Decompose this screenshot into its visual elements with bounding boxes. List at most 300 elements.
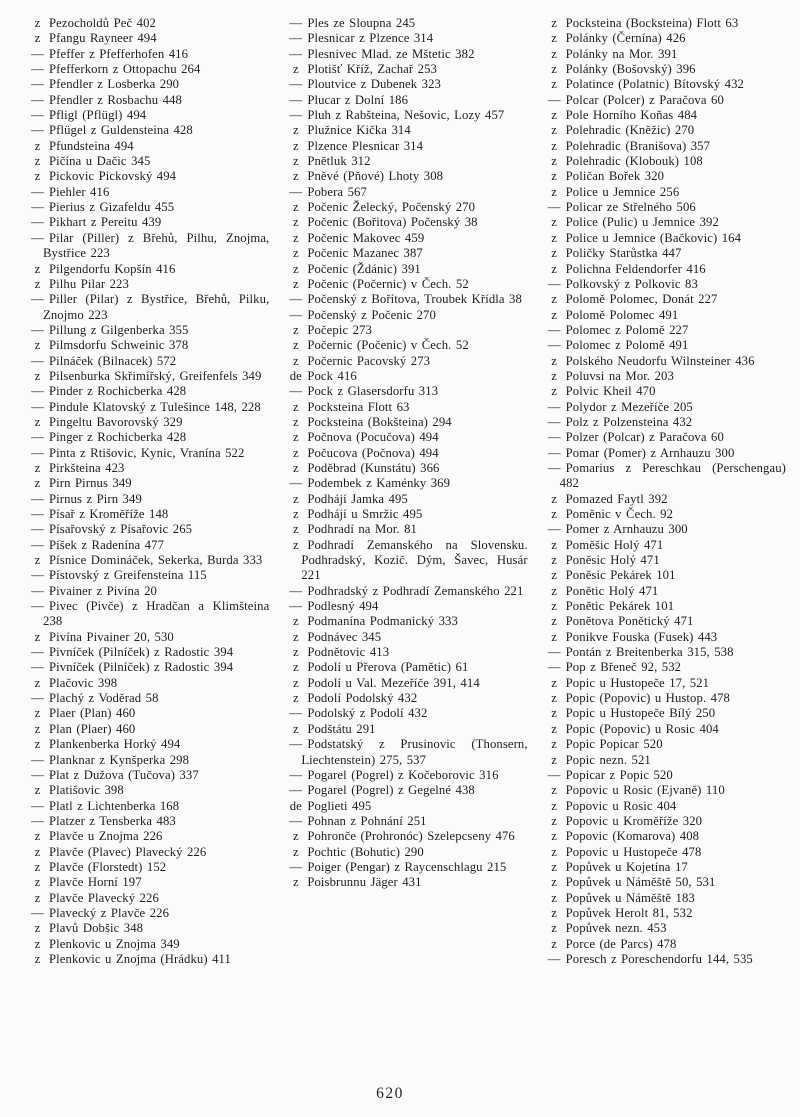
index-entry — [26, 829, 269, 844]
entry-text: Police u Jemnice 256 — [565, 184, 680, 199]
entry-marker: — — [31, 660, 44, 675]
index-entry — [26, 384, 269, 399]
entry-text: Popic nezn. 521 — [565, 752, 651, 767]
entry-marker: z — [551, 936, 558, 951]
entry-text: Plan (Plaer) 460 — [49, 721, 136, 736]
entry-marker: z — [551, 491, 558, 506]
index-entry — [543, 338, 786, 353]
entry-marker: z — [551, 752, 558, 767]
entry-text: Podhradí Zemanského na Slovensku. Podhradský, Kozič. Dým, Šavec, Husár 221 — [301, 537, 528, 583]
entry-marker: z — [292, 230, 299, 245]
index-entry — [284, 384, 527, 399]
index-entry — [543, 415, 786, 430]
entry-marker: z — [292, 246, 299, 261]
entry-text: Poglieti 495 — [307, 798, 372, 813]
entry-text: Počenic (Ždánic) 391 — [307, 261, 421, 276]
entry-text: Polkovský z Polkovic 83 — [565, 276, 698, 291]
index-entry — [26, 262, 269, 277]
entry-marker: — — [289, 184, 303, 199]
entry-marker: z — [292, 123, 299, 138]
index-entry — [543, 108, 786, 123]
entry-text: Pilar (Piller) z Břehů, Pilhu, Znojma, Bystřice 223 — [43, 230, 270, 261]
entry-marker: z — [292, 875, 299, 890]
entry-text: Písnice Domináček, Sekerka, Burda 333 — [49, 553, 263, 568]
entry-marker: z — [292, 844, 299, 859]
entry-marker: z — [551, 875, 558, 890]
index-entry — [26, 584, 269, 599]
entry-text: Pivníček (Pilníček) z Radostic 394 — [49, 660, 234, 675]
index-entry — [26, 599, 269, 630]
entry-text: Platl z Lichtenberka 168 — [49, 798, 180, 813]
index-entry — [543, 430, 786, 445]
entry-marker: z — [34, 706, 41, 721]
entry-text: Podolský z Podolí 432 — [307, 706, 428, 721]
entry-text: Pilhu Pilar 223 — [49, 276, 129, 291]
index-entry — [284, 446, 527, 461]
entry-marker: z — [292, 338, 299, 353]
entry-text: Polánky (Bošovský) 396 — [565, 62, 696, 77]
entry-marker: z — [34, 16, 41, 30]
entry-marker: z — [551, 154, 558, 169]
index-entry — [26, 93, 269, 108]
index-entry — [26, 783, 269, 798]
index-entry — [26, 906, 269, 921]
index-entry — [26, 292, 269, 323]
index-entry — [26, 860, 269, 875]
entry-marker: — — [31, 645, 44, 660]
entry-text: Pirn Pirnus 349 — [49, 476, 132, 491]
index-entry — [26, 415, 269, 430]
index-entry — [543, 906, 786, 921]
index-entry — [26, 814, 269, 829]
index-entry — [26, 62, 269, 77]
index-entry — [26, 354, 269, 369]
entry-marker: z — [292, 138, 299, 153]
index-entry — [26, 169, 269, 184]
entry-text: Plavče (Florstedt) 152 — [49, 859, 167, 874]
entry-text: Poresch z Poreschendorfu 144, 535 — [565, 951, 753, 966]
entry-marker: z — [551, 46, 558, 61]
entry-text: Plavče (Plavec) Plavecký 226 — [49, 844, 207, 859]
entry-text: Pierius z Gizafeldu 455 — [49, 200, 175, 215]
entry-marker: — — [31, 92, 44, 107]
entry-marker: z — [551, 77, 558, 92]
index-entry — [543, 845, 786, 860]
entry-marker: z — [34, 460, 41, 475]
entry-text: Platišovic 398 — [49, 783, 124, 798]
entry-text: Pilmsdorfu Schweinic 378 — [49, 338, 189, 353]
entry-text: Podstatský z Prusinovic (Thonsern, Liechtenstein) 275, 537 — [301, 737, 528, 767]
index-entry — [284, 93, 527, 108]
entry-text: Polehradic (Klobouk) 108 — [565, 154, 703, 169]
entry-marker: — — [31, 399, 44, 414]
entry-text: Pluh z Rabšteina, Nešovic, Lozy 457 — [307, 108, 505, 123]
entry-marker: z — [34, 276, 41, 291]
entry-text: Počenic Makovec 459 — [307, 230, 425, 245]
index-entry — [26, 753, 269, 768]
entry-text: Podnávec 345 — [307, 629, 382, 644]
entry-text: Podolí Podolský 432 — [307, 691, 418, 706]
index-entry — [26, 200, 269, 215]
entry-marker: z — [292, 629, 299, 644]
index-entry — [26, 768, 269, 783]
entry-text: Popůvek u Náměště 183 — [565, 890, 695, 905]
entry-marker: z — [34, 169, 41, 184]
entry-marker: z — [551, 215, 558, 230]
entry-marker: — — [31, 752, 44, 767]
entry-marker: de — [289, 368, 302, 383]
entry-text: Popůvek u Náměště 50, 531 — [565, 875, 716, 890]
index-entry — [284, 799, 527, 814]
entry-marker: z — [34, 829, 41, 844]
entry-text: Pock 416 — [307, 368, 357, 383]
index-entry — [284, 338, 527, 353]
entry-text: Piller (Pilar) z Bystřice, Břehů, Pilku, Znojmo 223 — [43, 292, 270, 322]
entry-marker: z — [292, 353, 299, 368]
index-entry — [543, 921, 786, 936]
index-entry — [26, 430, 269, 445]
entry-text: Piehler 416 — [49, 184, 110, 199]
entry-marker: z — [292, 322, 299, 337]
entry-marker: z — [292, 675, 299, 690]
entry-text: Pirnus z Pirn 349 — [49, 491, 142, 506]
entry-marker: z — [292, 215, 299, 230]
index-entry — [543, 47, 786, 62]
index-entry — [543, 292, 786, 307]
index-entry — [284, 369, 527, 384]
entry-text: Pingeltu Bavorovský 329 — [49, 414, 183, 429]
entry-marker: z — [551, 138, 558, 153]
entry-text: Popic u Hustopeče 17, 521 — [565, 675, 710, 690]
index-entry — [284, 645, 527, 660]
entry-text: Plaer (Plan) 460 — [49, 706, 136, 721]
entry-marker: — — [289, 16, 303, 30]
index-entry — [284, 246, 527, 261]
entry-marker: — — [547, 276, 561, 291]
index-entry — [284, 169, 527, 184]
entry-text: Pomar (Pomer) z Arnhauzu 300 — [565, 445, 735, 460]
index-entry — [284, 875, 527, 890]
entry-text: Popicar z Popic 520 — [565, 767, 673, 782]
entry-marker: z — [34, 951, 41, 966]
index-entry — [543, 492, 786, 507]
index-entry — [26, 231, 269, 262]
entry-marker: z — [292, 276, 299, 291]
index-entry — [543, 185, 786, 200]
entry-marker: z — [551, 583, 558, 598]
entry-text: Ponikve Fouska (Fusek) 443 — [565, 629, 718, 644]
entry-marker: z — [551, 737, 558, 752]
index-entry — [284, 139, 527, 154]
index-entry — [26, 446, 269, 461]
index-entry — [543, 16, 786, 31]
entry-marker: z — [292, 660, 299, 675]
index-entry — [26, 737, 269, 752]
entry-marker: — — [547, 322, 561, 337]
entry-marker: — — [547, 338, 561, 353]
index-entry — [543, 891, 786, 906]
entry-text: Plavecký z Plavče 226 — [49, 905, 170, 920]
entry-text: Pock z Glasersdorfu 313 — [307, 384, 439, 399]
entry-marker: — — [31, 292, 44, 307]
entry-text: Podhájí u Smržic 495 — [307, 507, 423, 521]
entry-text: Počucova (Počnova) 494 — [307, 445, 439, 460]
entry-marker: — — [31, 813, 44, 828]
index-entry — [26, 400, 269, 415]
entry-marker: — — [289, 31, 303, 46]
entry-text: Poiger (Pengar) z Raycenschlagu 215 — [307, 859, 507, 874]
entry-text: Popůvek nezn. 453 — [565, 921, 667, 936]
entry-text: Plenkovic u Znojma 349 — [49, 936, 180, 951]
entry-text: Policar ze Střelného 506 — [565, 200, 696, 215]
entry-marker: z — [551, 31, 558, 46]
entry-marker: z — [292, 460, 299, 475]
entry-text: Polského Neudorfu Wilnsteiner 436 — [565, 353, 755, 368]
entry-marker: z — [34, 629, 41, 644]
index-entry — [543, 323, 786, 338]
entry-text: Počenic Želecký, Počenský 270 — [307, 200, 476, 215]
entry-text: Podhradí na Mor. 81 — [307, 522, 417, 537]
entry-marker: — — [547, 414, 561, 429]
entry-text: Podštátu 291 — [307, 721, 376, 736]
index-entry — [543, 768, 786, 783]
entry-text: Pivainer z Pivína 20 — [49, 583, 157, 598]
entry-text: Počepic 273 — [307, 322, 372, 337]
entry-marker: z — [551, 844, 558, 859]
index-entry — [543, 369, 786, 384]
entry-marker: — — [547, 399, 561, 414]
index-entry — [543, 215, 786, 230]
index-entry — [26, 139, 269, 154]
index-entry — [543, 599, 786, 614]
index-entry — [284, 154, 527, 169]
index-entry — [284, 660, 527, 675]
entry-marker: z — [34, 476, 41, 491]
entry-marker: — — [289, 737, 303, 752]
entry-marker: — — [547, 430, 561, 445]
index-entry — [284, 123, 527, 138]
entry-text: Plačovic 398 — [49, 675, 118, 690]
entry-text: Plenkovic u Znojma (Hrádku) 411 — [49, 951, 231, 966]
entry-text: Pogarel (Pogrel) z Kočeborovic 316 — [307, 767, 499, 782]
index-entry — [26, 476, 269, 491]
entry-marker: z — [551, 62, 558, 77]
entry-marker: — — [547, 660, 561, 675]
entry-text: Pikhart z Pereitu 439 — [49, 215, 162, 230]
entry-marker: — — [31, 108, 44, 123]
entry-marker: z — [292, 62, 299, 77]
index-entry — [26, 461, 269, 476]
entry-marker: z — [551, 691, 558, 706]
index-entry — [284, 185, 527, 200]
index-entry — [543, 400, 786, 415]
entry-marker: — — [31, 200, 44, 215]
entry-text: Polcar (Polcer) z Paračova 60 — [565, 92, 724, 107]
entry-text: Písař z Kroměříže 148 — [49, 507, 169, 521]
entry-text: Pičína u Dačic 345 — [49, 154, 151, 169]
entry-text: Platzer z Tensberka 483 — [49, 813, 176, 828]
index-entry — [543, 660, 786, 675]
entry-text: Polomec z Polomě 491 — [565, 338, 689, 353]
entry-marker: z — [551, 829, 558, 844]
index-entry — [543, 706, 786, 721]
entry-marker: — — [31, 215, 44, 230]
entry-text: Podhájí Jamka 495 — [307, 491, 408, 506]
entry-marker: z — [292, 614, 299, 629]
entry-marker: z — [292, 507, 299, 521]
index-entry — [284, 231, 527, 246]
index-entry — [543, 169, 786, 184]
index-entry — [26, 937, 269, 952]
entry-marker: z — [551, 184, 558, 199]
entry-marker: z — [34, 921, 41, 936]
index-entry — [284, 277, 527, 292]
entry-text: Pfeffer z Pfefferhofen 416 — [49, 46, 189, 61]
entry-text: Popůvek Herolt 81, 532 — [565, 905, 693, 920]
entry-text: Popic (Popovic) u Rosic 404 — [565, 721, 719, 736]
entry-text: Pogarel (Pogrel) z Gegelné 438 — [307, 783, 475, 798]
entry-text: Popovic u Kroměříže 320 — [565, 813, 703, 828]
entry-marker: — — [289, 783, 303, 798]
entry-text: Pinder z Rochicberka 428 — [49, 384, 187, 399]
entry-text: Porce (de Parcs) 478 — [565, 936, 677, 951]
index-entry — [543, 262, 786, 277]
entry-text: Plat z Dužova (Tučova) 337 — [49, 767, 199, 782]
entry-text: Pirkšteina 423 — [49, 460, 125, 475]
entry-text: Popůvek u Kojetína 17 — [565, 859, 688, 874]
entry-marker: z — [34, 675, 41, 690]
entry-text: Poličky Starůstka 447 — [565, 246, 682, 261]
entry-marker: — — [547, 92, 561, 107]
index-entry — [284, 308, 527, 323]
entry-text: Popovic u Rosic 404 — [565, 798, 677, 813]
index-entry — [284, 599, 527, 614]
entry-text: Polehradic (Branišova) 357 — [565, 138, 711, 153]
entry-marker: — — [31, 430, 44, 445]
entry-marker: — — [547, 767, 561, 782]
entry-marker: z — [34, 154, 41, 169]
index-entry — [543, 614, 786, 629]
entry-marker: z — [34, 138, 41, 153]
entry-marker: z — [292, 261, 299, 276]
entry-text: Podnětovic 413 — [307, 645, 390, 660]
entry-text: Plavče u Znojma 226 — [49, 829, 163, 844]
entry-text: Pfangu Rayneer 494 — [49, 31, 157, 46]
entry-text: Poděbrad (Kunstátu) 366 — [307, 460, 440, 475]
entry-marker: — — [289, 307, 303, 322]
entry-marker: — — [31, 230, 44, 245]
entry-marker: — — [289, 767, 303, 782]
entry-marker: — — [289, 583, 303, 598]
entry-text: Poněsic Pekárek 101 — [565, 568, 676, 583]
entry-marker: — — [289, 292, 303, 307]
entry-text: Počernic (Počenic) v Čech. 52 — [307, 338, 469, 353]
entry-text: Plotišť Kříž, Zachař 253 — [307, 62, 437, 77]
entry-text: Ponětova Ponětický 471 — [565, 614, 694, 629]
entry-marker: z — [34, 783, 41, 798]
index-entry — [284, 47, 527, 62]
entry-marker: — — [547, 200, 561, 215]
index-entry — [543, 799, 786, 814]
entry-marker: z — [34, 859, 41, 874]
entry-marker: — — [31, 537, 44, 552]
index-entry — [543, 753, 786, 768]
entry-marker: — — [31, 507, 44, 521]
entry-text: Polomě Polomec 491 — [565, 307, 679, 322]
entry-text: Pindule Klatovský z Tulešince 148, 228 — [49, 399, 261, 414]
entry-text: Polomě Polomec, Donát 227 — [565, 292, 718, 307]
entry-marker: z — [34, 553, 41, 568]
entry-marker: — — [289, 476, 303, 491]
index-entry — [26, 891, 269, 906]
entry-text: Pohnan z Pohnání 251 — [307, 813, 427, 828]
index-entry — [284, 538, 527, 584]
index-entry — [26, 691, 269, 706]
entry-marker: — — [547, 445, 561, 460]
entry-text: Popic (Popovic) u Hustop. 478 — [565, 691, 730, 706]
index-entry — [543, 691, 786, 706]
entry-text: Pole Horního Koňas 484 — [565, 108, 698, 123]
entry-marker: — — [547, 645, 561, 660]
entry-marker: — — [289, 859, 303, 874]
entry-marker: z — [551, 859, 558, 874]
index-entry — [26, 31, 269, 46]
entry-text: Plužnice Kička 314 — [307, 123, 411, 138]
entry-text: Pilgendorfu Kopšín 416 — [49, 261, 176, 276]
index-entry — [26, 553, 269, 568]
index-entry — [284, 77, 527, 92]
entry-text: Podolí u Val. Mezeříče 391, 414 — [307, 675, 480, 690]
entry-marker: — — [547, 951, 561, 966]
entry-text: Plavče Horní 197 — [49, 875, 142, 890]
entry-marker: z — [292, 414, 299, 429]
entry-marker: z — [551, 16, 558, 30]
entry-marker: — — [289, 46, 303, 61]
index-entry — [543, 875, 786, 890]
entry-marker: — — [289, 384, 303, 399]
index-columns — [26, 16, 786, 967]
entry-marker: z — [292, 522, 299, 537]
index-entry — [26, 875, 269, 890]
entry-marker: z — [551, 507, 558, 521]
entry-marker: z — [551, 890, 558, 905]
entry-marker: z — [551, 706, 558, 721]
index-entry — [543, 277, 786, 292]
entry-marker: z — [292, 430, 299, 445]
entry-marker: — — [31, 522, 44, 537]
index-entry — [284, 860, 527, 875]
entry-marker: z — [551, 353, 558, 368]
index-entry — [26, 645, 269, 660]
index-entry — [26, 630, 269, 645]
entry-text: Poličan Bořek 320 — [565, 169, 665, 184]
entry-marker: z — [551, 246, 558, 261]
index-entry — [284, 691, 527, 706]
entry-marker: — — [289, 599, 303, 614]
index-entry — [26, 108, 269, 123]
entry-text: Pohronče (Prohronóc) Szelepcseny 476 — [307, 829, 515, 844]
entry-text: Pivína Pivainer 20, 530 — [49, 629, 174, 644]
index-entry — [284, 768, 527, 783]
index-entry — [543, 461, 786, 492]
entry-marker: z — [551, 108, 558, 123]
index-entry — [543, 937, 786, 952]
entry-text: Pfendler z Losberka 290 — [49, 77, 180, 92]
entry-text: Pocksteina Flott 63 — [307, 399, 410, 414]
entry-marker: z — [551, 614, 558, 629]
entry-marker: — — [289, 77, 303, 92]
entry-marker: — — [31, 445, 44, 460]
